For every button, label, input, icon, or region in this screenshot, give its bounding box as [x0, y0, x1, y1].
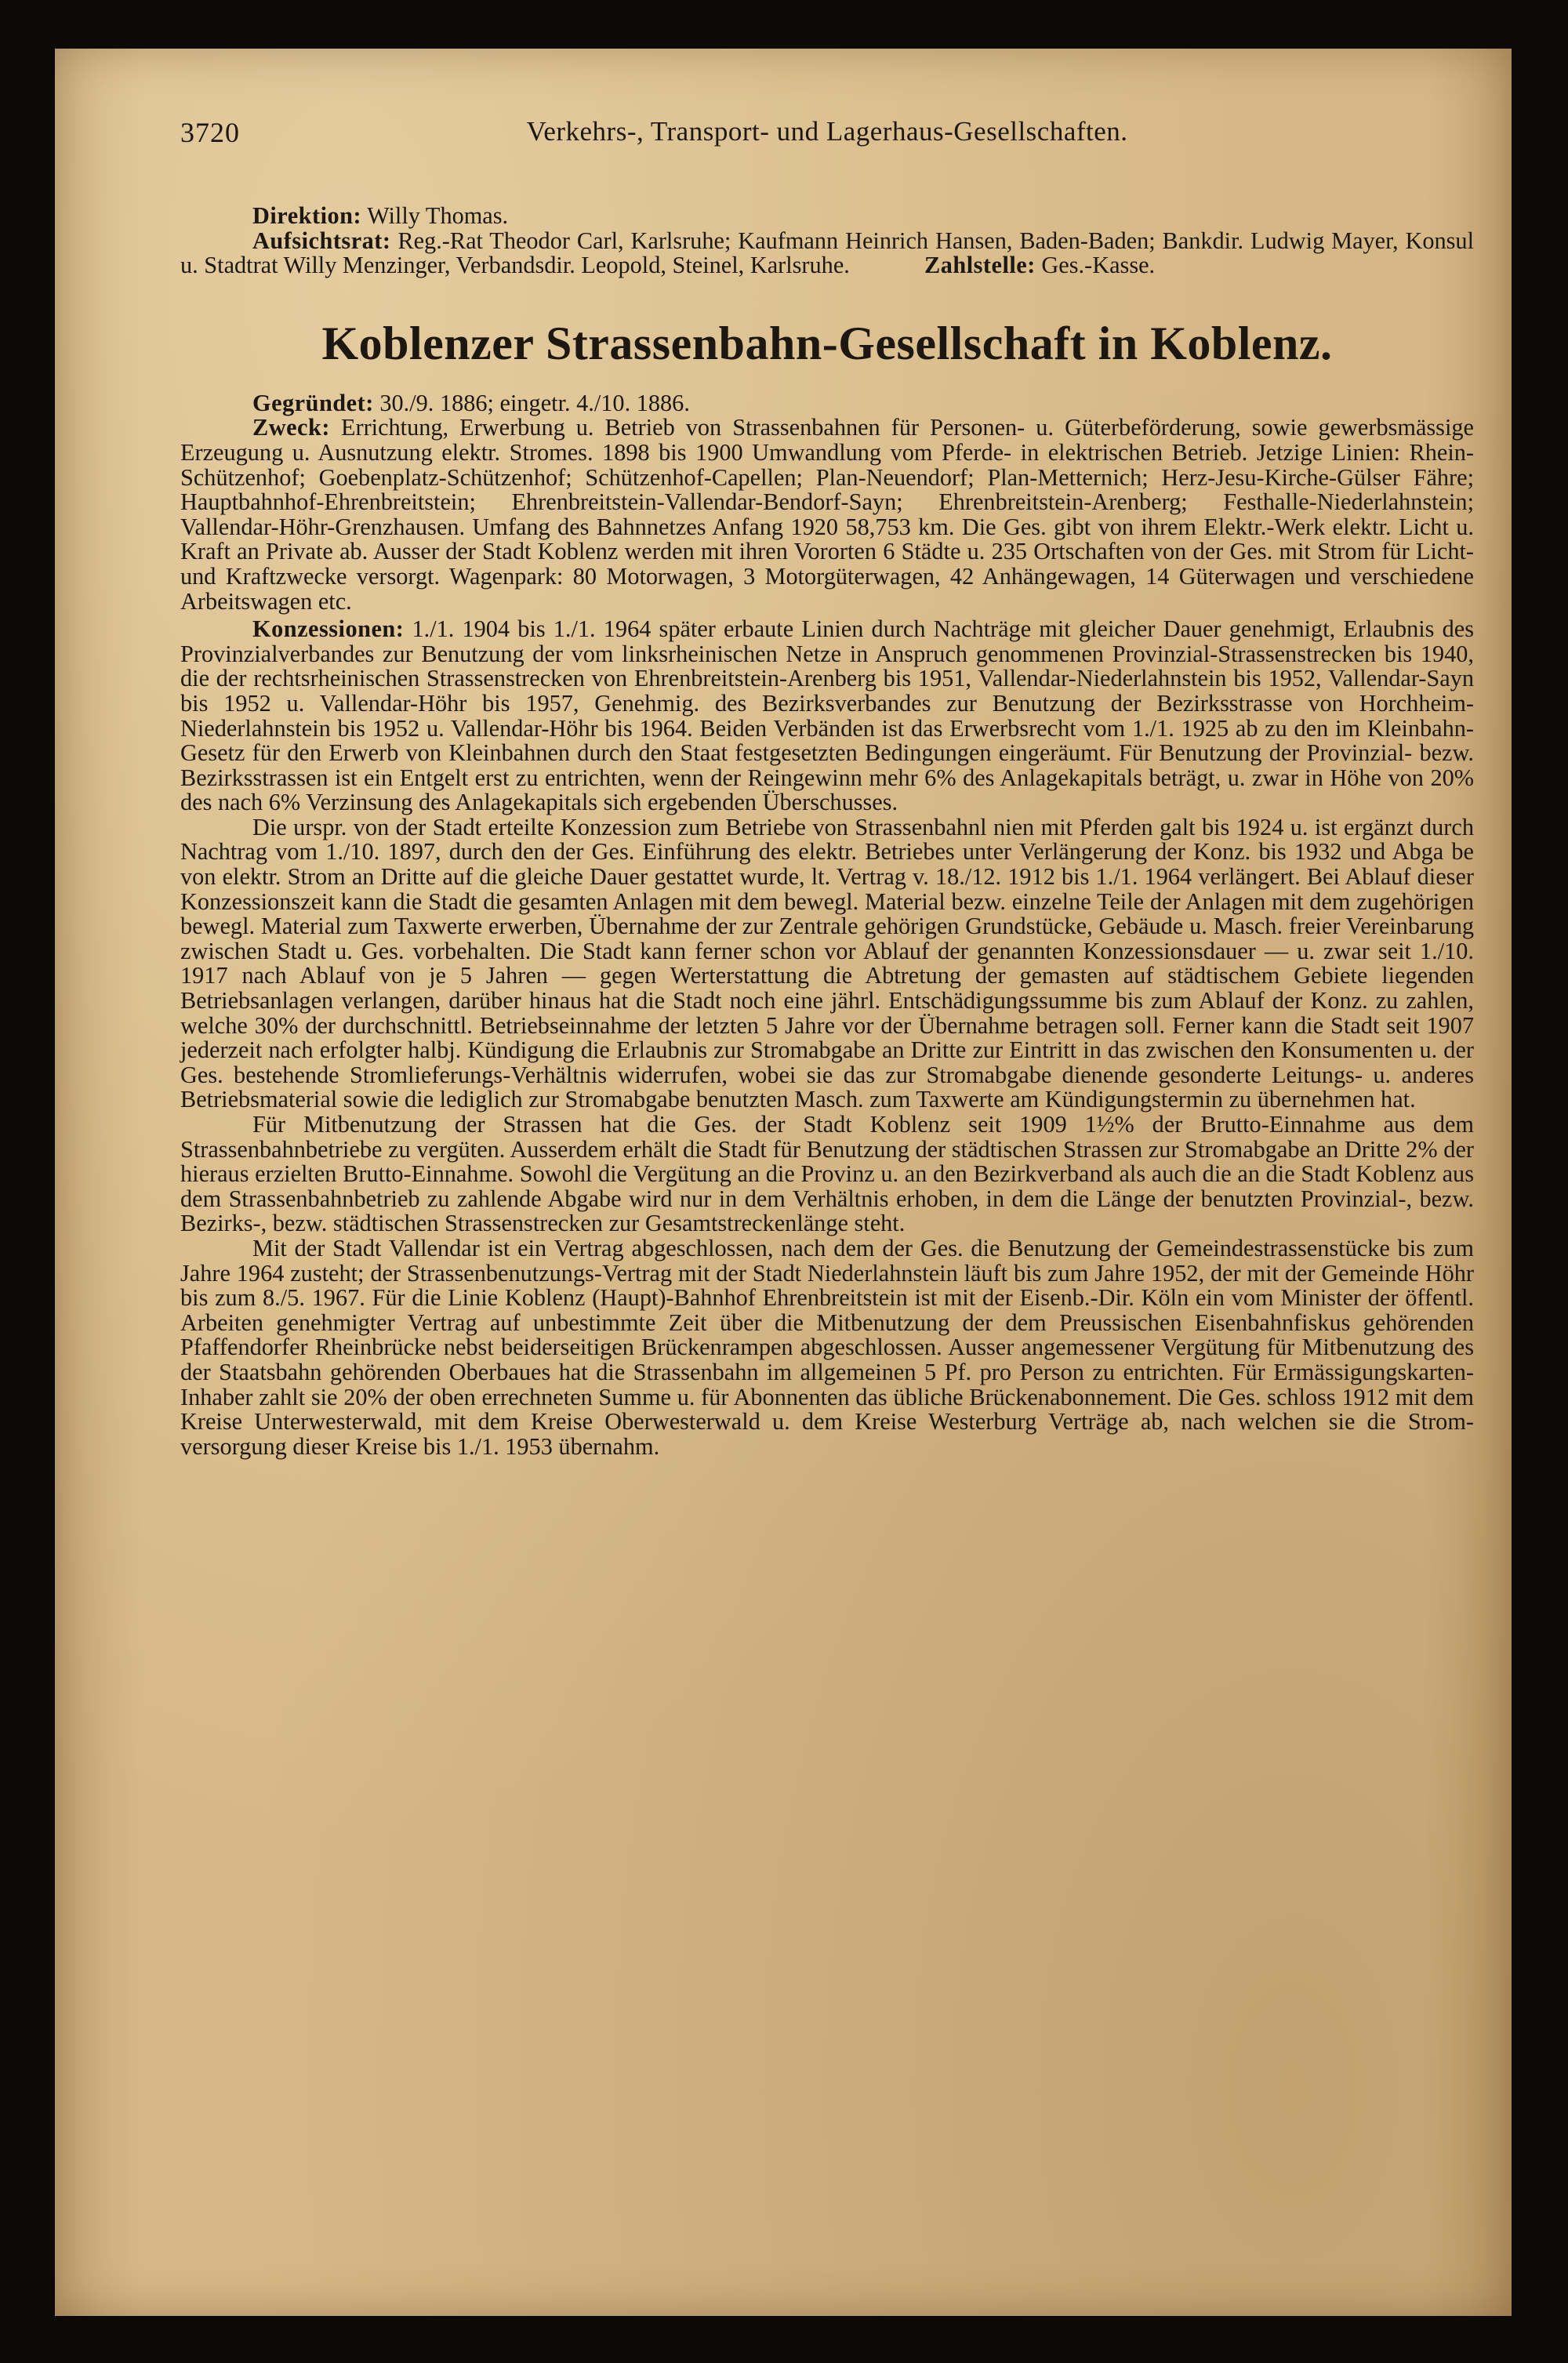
zweck-entry — [180, 416, 1474, 614]
konzessionen-label: Konzessionen: — [252, 615, 405, 643]
company-title: Koblenzer Strassenbahn-Gesellschaft in Koblenz. — [321, 317, 1333, 369]
aufsichtsrat-entry — [180, 229, 1474, 278]
mitbenutzung-paragraph: Für Mitbenutzung der Strassen hat die Ges. der Stadt Koblenz seit 1909 1½% der Brutto-Einnahme aus dem Strassenbahnbetriebe zu vergüten. Ausserdem erhält die Stadt für Benutzung der städtischen Strassen zur Stromabgabe an Dritte 2% der hieraus erzielten Brutto-Einnahme. Sowohl die Vergütung an die Provinz u. an den Bezirkverband als auch die an die Stadt Koblenz aus dem Strassenbahnbetrieb zu zahlende Abgabe wird nur in dem Verhältnis erhoben, in dem die Länge der benutzten Provinzial-, bezw. Bezirks-, bezw. städtischen Strassenstrecken zur Gesamtstreckenlänge steht. — [180, 1111, 1474, 1237]
zahlstelle-text: Ges.-Kasse. — [1041, 252, 1156, 279]
aufsichtsrat-label: Aufsichtsrat: — [252, 227, 391, 254]
gegruendet-entry — [180, 391, 1474, 416]
page-header — [180, 116, 1474, 172]
page-number: 3720 — [180, 117, 240, 148]
zweck-label: Zweck: — [252, 414, 330, 441]
vallendar-paragraph: Mit der Stadt Vallendar ist ein Vertrag abgeschlossen, nach dem der Ges. die Benutzung der Gemeindestrassenstücke bis zum Jahre 1964 zusteht; der Strassenbenutzungs-Vertrag mit der Stadt Niederlahnstein läuft bis zum Jahre 1952, der mit der Gemeinde Höhr bis zum 8./5. 1967. Für die Linie Koblenz (Haupt)-Bahnhof Ehrenbreitstein ist mit der Eisenb.-Dir. Köln ein vom Minister der öffentl. Arbeiten genehmigter Vertrag auf unbestimmte Zeit über die Mitbenutzung der dem Preussischen Eisenbahnfiskus gehörenden Pfaffendorfer Rheinbrücke nebst beiderseitigen Brückenrampen abgeschlossen. Ausser angemessener Vergütung für Mitbenutzung des der Staatsbahn gehörenden Oberbaues hat die Strassenbahn im allgemeinen 5 Pf. pro Person zu entrichten. Für Ermässigungskarten-Inhaber zahlt sie 20% der oben errechneten Summe u. für Abonnenten das übliche Brückenabonnement. Die Ges. schloss 1912 mit dem Kreise Unterwesterwald, mit dem Kreise Oberwesterwald u. dem Kreise Westerburg Verträge ab, nach welchen sie die Stromversorgung dieser Kreise bis 1./1. 1953 übernahm. — [180, 1234, 1474, 1460]
book-page — [55, 49, 1512, 2316]
zahlstelle-label: Zahlstelle: — [924, 252, 1036, 279]
zweck-text: Errichtung, Erwerbung u. Betrieb von Strassenbahnen für Personen- u. Güterbeförderung, sowie gewerbsmässige Erzeugung u. Ausnutzung elektr. Stromes. 1898 bis 1900 Umwandlung vom Pferde- in elektrischen Betrieb. Jetzige Linien: Rhein-Schützenhof; Goebenplatz-Schützenhof; Schützenhof-Capellen; Plan-Neuendorf; Plan-Metternich; Herz-Jesu-Kirche-Gülser Fähre; Hauptbahnhof-Ehrenbreitstein; Ehrenbreitstein-Vallendar-Bendorf-Sayn; Ehrenbreitstein-Arenberg; Festhalle-Niederlahnstein; Vallendar-Höhr-Grenzhausen. Umfang des Bahnnetzes Anfang 1920 58,753 km. Die Ges. gibt von ihrem Elektr.-Werk elektr. Licht u. Kraft an Private ab. Ausser der Stadt Koblenz werden mit ihren Vororten 6 Städte u. 235 Ortschaften von der Ges. mit Strom für Licht- und Kraftzwecke versorgt. Wagenpark: 80 Motorwagen, 3 Motorgüterwagen, 42 Anhängewagen, 14 Güterwagen und verschiedene Arbeitswagen etc. — [180, 414, 1474, 615]
gegruendet-label: Gegründet: — [252, 389, 374, 416]
konzession-paragraph: Die urspr. von der Stadt erteilte Konzession zum Betriebe von Strassenbahnl nien mit Pferden galt bis 1924 u. ist ergänzt durch Nachtrag vom 1./10. 1897, durch den der Ges. Einführung des elektr. Betriebes unter Verlängerung der Konz. bis 1932 und Abga be von elektr. Strom an Dritte auf die gleiche Dauer gestattet wurde, lt. Vertrag v. 18./12. 1912 bis 1./1. 1964 verlängert. Bei Ablauf dieser Konzessionszeit kann die Stadt die gesamten Anlagen mit dem bewegl. Material bezw. einzelne Teile der Anlagen mit dem zugehörigen bewegl. Material zum Taxwerte erwerben, Übernahme der zur Zentrale gehörigen Grundstücke, Gebäude u. Masch. freier Vereinbarung zwischen Stadt u. Ges. vorbehalten. Die Stadt kann ferner schon vor Ablauf der genannten Konzessionsdauer — u. zwar seit 1./10. 1917 nach Ablauf von je 5 Jahren — gegen Werterstattung die Abtretung der gemasten auf städtischem Gebiete liegenden Betriebsanlagen verlangen, darüber hinaus hat die Stadt noch eine jährl. Entschädigungssumme bis zum Ablauf der Konz. zu zahlen, welche 30% der durchschnittl. Betriebseinnahme der letzten 5 Jahre vor der Übernahme betragen soll. Ferner kann die Stadt seit 1907 jederzeit nach erfolgter halbj. Kündigung die Erlaubnis zur Stromabgabe an Dritte zur Eintritt in das zwischen den Konsumenten u. der Ges. bestehende Stromlieferungs-Verhältnis widerrufen, wobei sie das zur Stromabgabe dienende gesonderte Leitungs- u. anderes Betriebsmaterial sowie die lediglich zur Stromabgabe benutzten Masch. zum Taxwerte am Kündigungstermin zu übernehmen hat. — [180, 813, 1474, 1113]
aufsichtsrat-text: Reg.-Rat Theodor Carl, Karlsruhe; Kaufmann Heinrich Hansen, Baden-Baden; Bankdir. Ludwig Mayer, Konsul u. Stadtrat Willy Menzinger, Verbandsdir. Leopold, Steinel, Karlsruhe. — [180, 227, 1475, 279]
running-head: Verkehrs-, Transport- und Lagerhaus-Gesellschaften. — [526, 116, 1128, 147]
konzessionen-text: 1./1. 1904 bis 1./1. 1964 später erbaute Linien durch Nachträge mit gleicher Dauer genehmigt, Erlaubnis des Provinzialverbandes zur Benutzung der vom linksrheinischen Netze in Anspruch genommenen Provinzial-Strassenstrecken bis 1940, die der rechtsrheinischen Strassenstrecken von Ehrenbreitstein-Arenberg bis 1951, Vallendar-Niederlahnstein bis 1952, Vallendar-Sayn bis 1952 u. Vallendar-Höhr bis 1957, Genehmig. des Bezirksverbandes zur Benutzung der Bezirksstrasse von Horchheim-Niederlahnstein bis 1952 u. Vallendar-Höhr bis 1964. Beiden Verbänden ist das Erwerbsrecht vom 1./1. 1925 ab zu den im Kleinbahn-Gesetz für den Erwerb von Kleinbahnen durch den Staat festgesetzten Bedingungen eingeräumt. Für Benutzung der Provinzial- bezw. Bezirksstrassen ist ein Entgelt erst zu entrichten, wenn der Reingewinn mehr 6% des Anlagekapitals beträgt, u. zwar in Höhe von 20% des nach 6% Verzinsung des Anlagekapitals sich ergebenden Überschusses. — [180, 615, 1475, 816]
direktion-entry — [180, 204, 1474, 229]
direktion-text: Willy Thomas. — [367, 202, 509, 229]
direktion-label: Direktion: — [252, 202, 362, 229]
page-content — [180, 116, 1474, 1459]
gegruendet-text: 30./9. 1886; eingetr. 4./10. 1886. — [379, 389, 690, 416]
konzessionen-entry — [180, 617, 1474, 815]
